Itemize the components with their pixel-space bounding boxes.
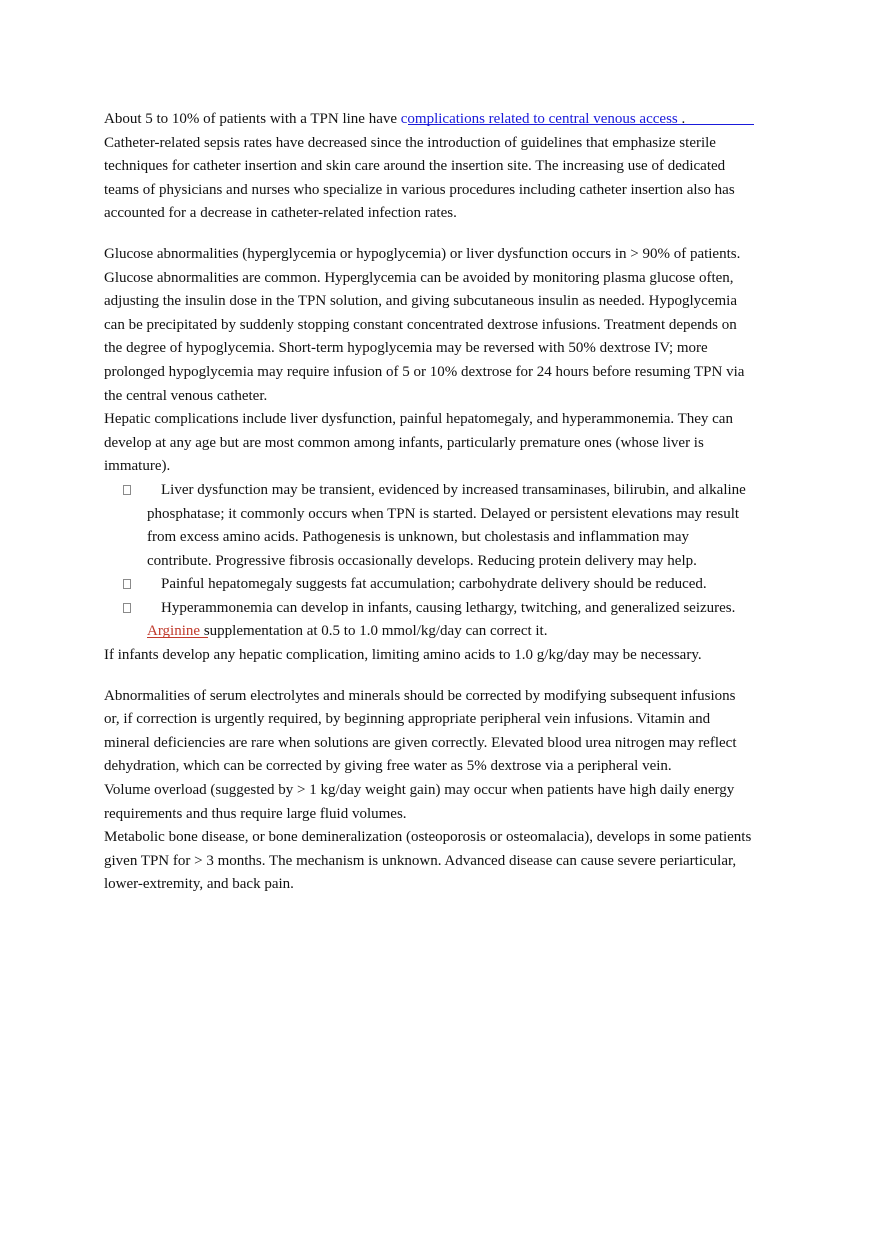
intro-trailing-text: . [677, 111, 686, 127]
empty-square-bullet-icon [123, 485, 131, 495]
list-item [104, 573, 754, 597]
arginine-dose-text: supplementation at 0.5 to 1.0 mmol/kg/day can correct it. [203, 623, 548, 640]
paragraph-central-venous-access [104, 108, 754, 226]
paragraph-limit-amino-acids: If infants develop any hepatic complication, limiting amino acids to 1.0 g/kg/day may be necessary. [104, 647, 702, 664]
catheter-sepsis-text: Catheter-related sepsis rates have decreased since the introduction of guidelines that emphasize sterile techniques for catheter insertion and skin care around the insertion site. The increasing use of dedicated teams of physicians and nurses who specialize in various procedures including catheter insertion also has accounted for a decrease in catheter-related infection rates. [104, 134, 735, 222]
document-body [104, 108, 754, 897]
liver-dysfunction-text: Liver dysfunction may be transient, evidenced by increased transaminases, bilirubin, and alkaline phosphatase; it commonly occurs when TPN is started. Delayed or persistent elevations may result from excess amino acids. Pathogenesis is unknown, but cholestasis and inflammation may contribute. Progressive fibrosis occasionally develops. Reducing protein delivery may help. [147, 481, 746, 569]
empty-square-bullet-icon [123, 579, 131, 589]
central-venous-access-link[interactable]: complications related to central venous access [400, 111, 678, 127]
paragraph-glucose-abnormalities: Glucose abnormalities are common. Hyperglycemia can be avoided by monitoring plasma glucose often, adjusting the insulin dose in the TPN solution, and giving subcutaneous insulin as needed. Hypoglycemia can be precipitated by suddenly stopping constant concentrated dextrose infusions. Treatment depends on the degree of hypoglycemia. Short-term hypoglycemia may be reversed with 50% dextrose IV; more prolonged hypoglycemia may require infusion of 5 or 10% dextrose for 24 hours before resuming TPN via the central venous catheter. [104, 269, 745, 404]
paragraph-electrolytes: Abnormalities of serum electrolytes and minerals should be corrected by modifying subsequent infusions or, if correction is urgently required, by beginning appropriate peripheral vein infusions. Vitamin and mineral deficiencies are rare when solutions are given correctly. Elevated blood urea nitrogen may reflect dehydration, which can be corrected by giving free water as 5% dextrose via a peripheral vein. [104, 687, 737, 775]
intro-text: About 5 to 10% of patients with a TPN line have [104, 111, 401, 127]
paragraph-hepatic-complications: Hepatic complications include liver dysfunction, painful hepatomegaly, and hyperammonemia. They can develop at any age but are most common among infants, particularly premature ones (whose liver is immature). [104, 411, 733, 475]
paragraph-spacer [104, 226, 754, 243]
arginine-highlight [147, 623, 204, 639]
hepatomegaly-text: Painful hepatomegaly suggests fat accumulation; carbohydrate delivery should be reduced. [161, 576, 707, 593]
paragraph-volume-overload: Volume overload (suggested by > 1 kg/day weight gain) may occur when patients have high daily energy requirements and thus require large fluid volumes. [104, 782, 735, 822]
paragraph-spacer [104, 668, 754, 685]
empty-square-bullet-icon [123, 603, 131, 613]
arginine-underline [147, 637, 208, 638]
hyperammonemia-text: Hyperammonemia can develop in infants, causing lethargy, twitching, and generalized seizures. [161, 599, 736, 616]
hepatic-complications-list [104, 479, 754, 644]
list-item [104, 597, 754, 644]
list-item [104, 479, 754, 573]
paragraph-metabolic-bone-disease: Metabolic bone disease, or bone demineralization (osteoporosis or osteomalacia), develops in some patients given TPN for > 3 months. The mechanism is unknown. Advanced disease can cause severe periarticular, lower-extremity, and back pain. [104, 829, 752, 893]
arginine-word: Arginine [147, 623, 204, 640]
paragraph-glucose-summary: Glucose abnormalities (hyperglycemia or hypoglycemia) or liver dysfunction occurs in > 90% of patients. [104, 245, 741, 262]
